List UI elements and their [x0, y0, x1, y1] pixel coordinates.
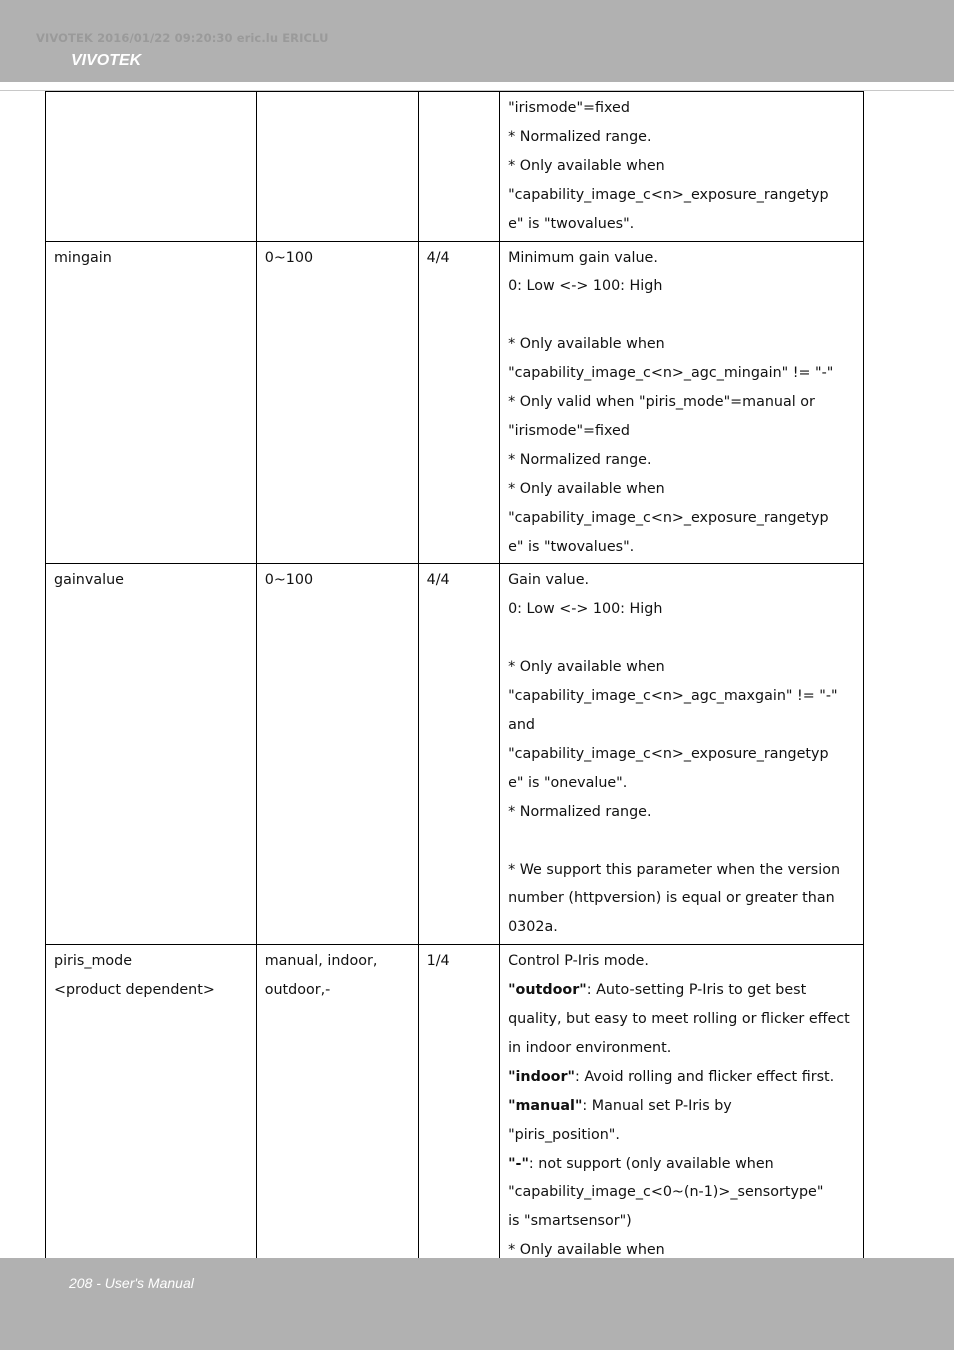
- cell-line: Gain value.: [508, 572, 590, 589]
- keyword-description: : Manual set P-Iris by: [582, 1097, 732, 1114]
- cell-line: "capability_image_c<n>_agc_mingain" != "-": [508, 365, 834, 382]
- param-value-cell: [256, 564, 418, 945]
- cell-line: [508, 976, 855, 1005]
- cell-line: * Normalized range.: [508, 128, 652, 145]
- table-row: [46, 241, 864, 564]
- param-value-cell: [256, 945, 418, 1268]
- table-row: [46, 564, 864, 945]
- param-name-cell: [46, 92, 257, 242]
- param-name-cell: [46, 241, 257, 564]
- cell-line: 4/4: [426, 572, 450, 589]
- cell-line: e" is "twovalues".: [508, 538, 635, 555]
- cell-line: gainvalue: [54, 572, 124, 589]
- cell-line: * Only available when: [508, 336, 665, 353]
- keyword-label: "-": [508, 1155, 529, 1172]
- cell-line: <product dependent>: [54, 982, 215, 999]
- param-description-cell: [500, 564, 864, 945]
- page-footer: [0, 1258, 954, 1350]
- cell-line: "irismode"=fixed: [508, 100, 630, 116]
- cell-line: [508, 1092, 855, 1121]
- cell-line: 0~100: [264, 249, 314, 266]
- cell-line: [508, 1063, 855, 1092]
- cell-line: [508, 301, 855, 330]
- keyword-label: "outdoor": [508, 982, 587, 999]
- cell-line: number (httpversion) is equal or greater than: [508, 890, 835, 907]
- cell-line: "irismode"=fixed: [508, 422, 630, 439]
- watermark-text: VIVOTEK 2016/01/22 09:20:30 eric.lu ERICLU: [36, 31, 329, 45]
- cell-line: "capability_image_c<n>_agc_maxgain" != "-": [508, 688, 838, 705]
- cell-line: 0~100: [264, 572, 314, 589]
- param-description-cell: [500, 92, 864, 242]
- cell-line: * Only available when: [508, 480, 665, 497]
- cell-line: 0: Low <-> 100: High: [508, 278, 663, 295]
- keyword-description: : Auto-setting P-Iris to get best: [586, 982, 807, 999]
- param-security-cell: [418, 241, 499, 564]
- cell-line: * Only valid when "piris_mode"=manual or: [508, 394, 815, 411]
- cell-line: * Normalized range.: [508, 803, 652, 820]
- cell-line: outdoor,-: [264, 982, 331, 999]
- cell-line: "capability_image_c<n>_exposure_rangetyp: [508, 186, 829, 203]
- param-name-cell: [46, 564, 257, 945]
- cell-line: * We support this parameter when the version: [508, 861, 841, 878]
- keyword-description: : not support (only available when: [528, 1155, 774, 1172]
- cell-line: [508, 827, 855, 856]
- cell-line: 4/4: [426, 249, 450, 266]
- keyword-description: : Avoid rolling and flicker effect first.: [574, 1068, 835, 1085]
- param-value-cell: [256, 92, 418, 242]
- page-header: [0, 0, 954, 82]
- cell-line: * Only available when: [508, 157, 665, 174]
- cell-line: e" is "twovalues".: [508, 215, 635, 232]
- param-name-cell: [46, 945, 257, 1268]
- param-description-cell: [500, 241, 864, 564]
- cell-line: * Only available when: [508, 1242, 665, 1259]
- cell-line: [508, 624, 855, 653]
- cell-line: 0302a.: [508, 919, 558, 936]
- cell-line: "capability_image_c<0~(n-1)>_sensortype": [508, 1184, 824, 1201]
- table-row: [46, 92, 864, 242]
- param-description-cell: [500, 945, 864, 1268]
- cell-line: "capability_image_c<n>_exposure_rangetyp: [508, 509, 829, 526]
- cell-line: mingain: [54, 249, 112, 266]
- cell-line: manual, indoor,: [264, 953, 378, 970]
- param-value-cell: [256, 241, 418, 564]
- cell-line: piris_mode: [54, 953, 133, 970]
- keyword-label: "indoor": [508, 1068, 575, 1085]
- cell-line: 1/4: [426, 953, 450, 970]
- cell-line: and: [508, 717, 535, 733]
- param-security-cell: [418, 92, 499, 242]
- cell-line: quality, but easy to meet rolling or flicker effect: [508, 1011, 850, 1028]
- parameter-table: [45, 91, 864, 1268]
- cell-line: 0: Low <-> 100: High: [508, 601, 663, 618]
- cell-line: * Normalized range.: [508, 451, 652, 468]
- cell-line: Minimum gain value.: [508, 249, 658, 266]
- cell-line: "piris_position".: [508, 1126, 620, 1143]
- cell-line: "capability_image_c<n>_exposure_rangetyp: [508, 745, 829, 762]
- parameter-table-body: [46, 92, 864, 1268]
- cell-line: in indoor environment.: [508, 1039, 672, 1056]
- brand-logo: VIVOTEK: [71, 52, 142, 69]
- cell-line: e" is "onevalue".: [508, 774, 628, 791]
- cell-line: Control P-Iris mode.: [508, 953, 649, 970]
- table-row: [46, 945, 864, 1268]
- page-number-label: 208 - User's Manual: [69, 1275, 194, 1291]
- keyword-label: "manual": [508, 1097, 583, 1114]
- cell-line: * Only available when: [508, 659, 665, 676]
- cell-line: [508, 1150, 855, 1179]
- param-security-cell: [418, 945, 499, 1268]
- param-security-cell: [418, 564, 499, 945]
- cell-line: is "smartsensor"): [508, 1213, 632, 1230]
